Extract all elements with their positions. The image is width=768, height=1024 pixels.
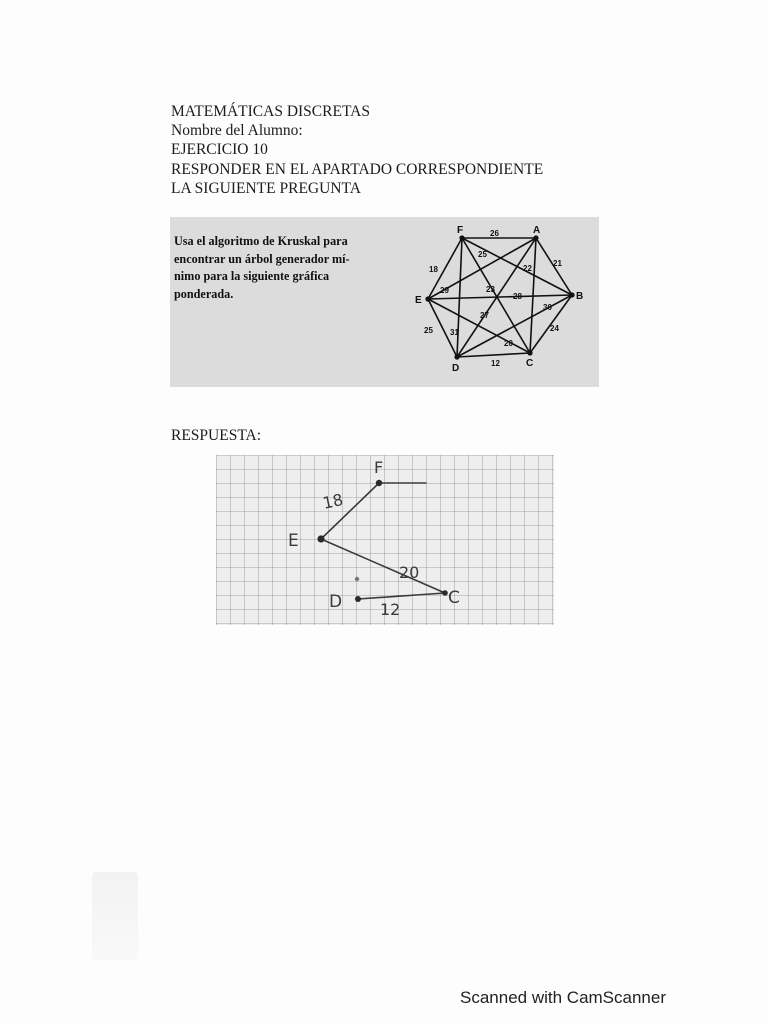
- scan-smudge: [92, 872, 138, 960]
- camscanner-watermark: Scanned with CamScanner: [460, 988, 667, 1007]
- weight-label: 18: [429, 265, 438, 274]
- sketch-label-D: D: [329, 592, 343, 612]
- sketch-label-F: F: [374, 458, 384, 477]
- weight-label: 27: [480, 311, 489, 320]
- problem-line: Usa el algoritmo de Kruskal para: [174, 234, 348, 248]
- handwritten-answer-photo: [216, 455, 554, 625]
- problem-statement: [174, 233, 390, 303]
- vertex-B: [569, 292, 574, 297]
- weight-label: 20: [504, 339, 513, 348]
- answer-label: RESPUESTA:: [171, 427, 262, 444]
- weight-label: 31: [450, 328, 459, 337]
- sketch-weight-DC: 12: [380, 600, 401, 619]
- problem-line: ponderada.: [174, 286, 234, 301]
- sketch-weight-EC: 20: [399, 563, 420, 582]
- weight-label: 23: [486, 285, 495, 294]
- sketch-vertex-C: [442, 590, 448, 596]
- vertex-label-F: F: [457, 225, 464, 236]
- sketch-vertex-F: [376, 480, 382, 486]
- instruction-line-1: RESPONDER EN EL APARTADO CORRESPONDIENTE: [171, 160, 544, 178]
- weight-label: 24: [550, 324, 559, 333]
- weight-label: 26: [490, 229, 499, 238]
- vertex-A: [533, 235, 538, 240]
- problem-box: [170, 217, 599, 387]
- problem-line: nimo para la siguiente gráfica: [174, 269, 330, 283]
- vertex-F: [459, 235, 464, 240]
- weight-label: 25: [478, 250, 487, 259]
- vertex-label-C: C: [526, 358, 534, 369]
- sketch-vertex-E: [317, 535, 324, 542]
- edge-E-B: [428, 295, 572, 299]
- weight-label: 29: [440, 286, 449, 295]
- vertex-label-D: D: [452, 363, 460, 374]
- vertex-label-A: A: [533, 225, 541, 236]
- weight-label: 12: [491, 359, 500, 368]
- weight-label: 25: [424, 326, 433, 335]
- vertex-label-E: E: [415, 295, 422, 306]
- weight-label: 28: [513, 292, 522, 301]
- instruction-line-2: LA SIGUIENTE PREGUNTA: [171, 179, 361, 197]
- edge-C-D: [457, 353, 530, 357]
- problem-line: encontrar un árbol generador mí-: [174, 251, 350, 266]
- course-title: MATEMÁTICAS DISCRETAS: [171, 103, 370, 120]
- vertex-E: [425, 296, 430, 301]
- weight-label: 21: [553, 259, 562, 268]
- vertex-D: [454, 354, 459, 359]
- sketch-label-E: E: [288, 531, 299, 551]
- weight-label: 22: [523, 264, 532, 273]
- sketch-weight-EF: 18: [320, 489, 345, 513]
- weight-label: 30: [543, 303, 552, 312]
- exercise-header: [171, 102, 543, 198]
- vertex-C: [527, 350, 532, 355]
- vertex-label-B: B: [576, 291, 584, 302]
- sketch-vertex-D: [355, 596, 361, 602]
- exercise-number: EJERCICIO 10: [171, 141, 268, 159]
- weighted-graph: [406, 217, 599, 387]
- sketch-label-C: C: [448, 588, 460, 608]
- sketch-stray-dot: [355, 577, 359, 581]
- student-name-label: Nombre del Alumno:: [171, 122, 303, 140]
